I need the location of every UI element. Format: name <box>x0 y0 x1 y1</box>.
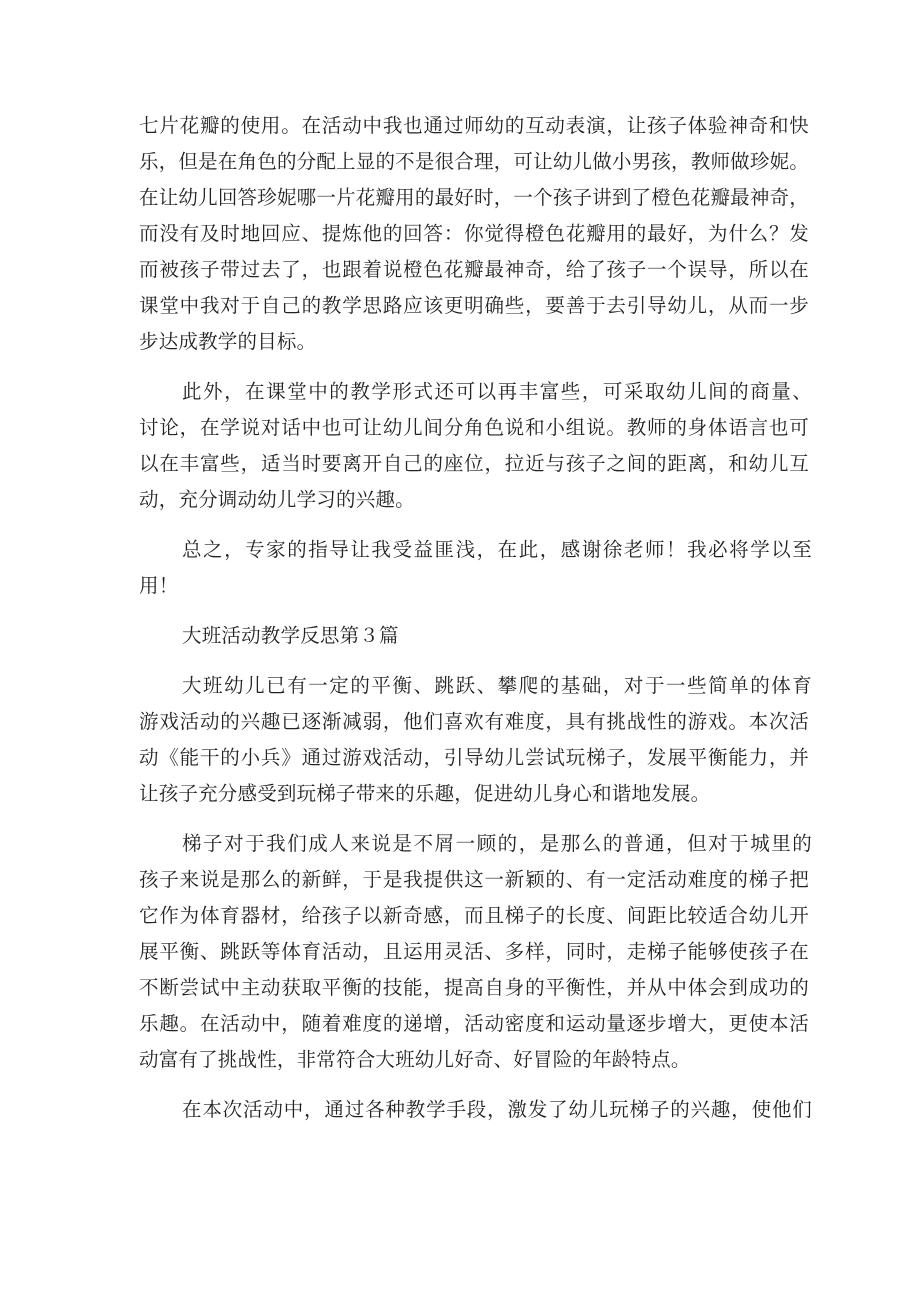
text-line: 步达成教学的目标。 <box>139 330 317 353</box>
text-line: 动，充分调动幼儿学习的兴趣。 <box>139 488 415 511</box>
section-heading: 大班活动教学反思第３篇 <box>182 624 399 647</box>
text-line: 不断尝试中主动获取平衡的技能，提高自身的平衡性，并从中体会到成功的 <box>139 976 809 999</box>
text-line: 梯子对于我们成人来说是不屑一顾的，是那么的普通，但对于城里的 <box>182 832 812 855</box>
text-line: 动《能干的小兵》通过游戏活动，引导幼儿尝试玩梯子，发展平衡能力，并 <box>139 746 809 769</box>
text-line: 用！ <box>139 574 179 597</box>
text-line: 而没有及时地回应、提炼他的回答：你觉得橙色花瓣用的最好，为什么？发 <box>139 222 809 245</box>
text-line: 孩子来说是那么的新鲜，于是我提供这一新颖的、有一定活动难度的梯子把 <box>139 868 809 891</box>
text-line: 以在丰富些，适当时要离开自己的座位，拉近与孩子之间的距离，和幼儿互 <box>139 452 809 475</box>
text-line: 讨论，在学说对话中也可让幼儿间分角色说和小组说。教师的身体语言也可 <box>139 416 809 439</box>
text-line: 大班幼儿已有一定的平衡、跳跃、攀爬的基础，对于一些简单的体育 <box>182 674 812 697</box>
text-line: 它作为体育器材，给孩子以新奇感，而且梯子的长度、间距比较适合幼儿开 <box>139 904 809 927</box>
text-line: 乐趣。在活动中，随着难度的递增，活动密度和运动量逐步增大，更使本活 <box>139 1012 809 1035</box>
text-line: 七片花瓣的使用。在活动中我也通过师幼的互动表演，让孩子体验神奇和快 <box>139 114 809 137</box>
text-line: 在让幼儿回答珍妮哪一片花瓣用的最好时，一个孩子讲到了橙色花瓣最神奇， <box>139 186 809 209</box>
text-line: 展平衡、跳跃等体育活动，且运用灵活、多样，同时，走梯子能够使孩子在 <box>139 940 809 963</box>
text-line: 乐，但是在角色的分配上显的不是很合理，可让幼儿做小男孩，教师做珍妮。 <box>139 150 809 173</box>
text-line: 游戏活动的兴趣已逐渐减弱，他们喜欢有难度，具有挑战性的游戏。本次活 <box>139 710 809 733</box>
text-line: 在本次活动中，通过各种教学手段，激发了幼儿玩梯子的兴趣，使他们 <box>182 1098 812 1121</box>
text-line: 此外，在课堂中的教学形式还可以再丰富些，可采取幼儿间的商量、 <box>182 380 812 403</box>
text-line: 课堂中我对于自己的教学思路应该更明确些，要善于去引导幼儿，从而一步 <box>139 294 809 317</box>
text-line: 动富有了挑战性，非常符合大班幼儿好奇、好冒险的年龄特点。 <box>139 1048 691 1071</box>
text-line: 让孩子充分感受到玩梯子带来的乐趣，促进幼儿身心和谐地发展。 <box>139 782 711 805</box>
text-line: 总之，专家的指导让我受益匪浅，在此，感谢徐老师！我必将学以至 <box>182 538 812 561</box>
text-line: 而被孩子带过去了，也跟着说橙色花瓣最神奇，给了孩子一个误导，所以在 <box>139 258 809 281</box>
